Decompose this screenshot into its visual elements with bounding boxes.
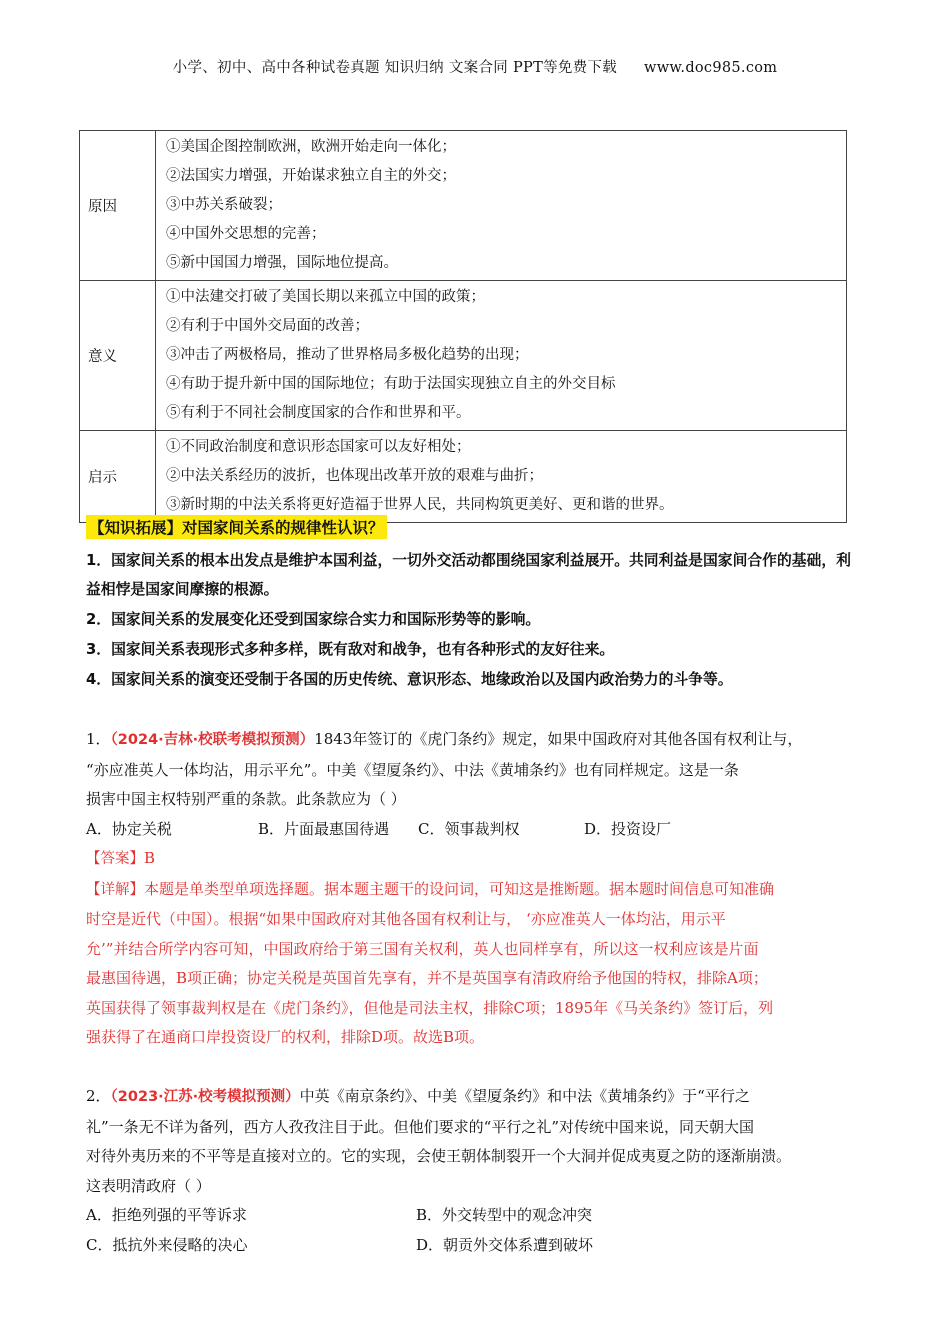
- list-item: ③新时期的中法关系将更好造福于世界人民，共同构筑更美好、更和谐的世界。: [166, 497, 674, 513]
- option-d[interactable]: D．投资设厂: [584, 819, 672, 838]
- answer-label: 【答案】: [86, 851, 144, 867]
- question-stem: 对待外夷历来的不平等是直接对立的。它的实现，会使王朝体制裂开一个大洞并促成夷夏之防的逐渐崩溃。: [86, 1147, 792, 1165]
- option-a[interactable]: A．协定关税: [86, 819, 172, 838]
- list-item: ②法国实力增强，开始谋求独立自主的外交；: [166, 168, 456, 184]
- list-item: ⑤有利于不同社会制度国家的合作和世界和平。: [166, 405, 471, 421]
- question-stem: 中英《南京条约》、中美《望厦条约》和中法《黄埔条约》于“平行之: [299, 1087, 750, 1105]
- table-row: [80, 131, 847, 281]
- list-item: ④中国外交思想的完善；: [166, 226, 326, 242]
- option-d[interactable]: D．朝贡外交体系遭到破坏: [416, 1235, 594, 1254]
- header-site-link[interactable]: www.doc985.com: [644, 60, 778, 76]
- question-stem: “亦应准英人一体均沾，用示平允”。中美《望厦条约》、中法《黄埔条约》也有同样规定。这是一条: [86, 760, 739, 779]
- extension-list: [86, 546, 856, 695]
- list-item: ③冲击了两极格局，推动了世界格局多极化趋势的出现；: [166, 347, 529, 363]
- detail-text: 强获得了在通商口岸投资设厂的权利，排除D项。故选B项。: [86, 1028, 485, 1046]
- detail-text: 允’”并结合所学内容可知，中国政府给于第三国有关权利，英人也同样享有，所以这一权利应该是片面: [86, 939, 759, 958]
- question-options: [86, 1201, 861, 1260]
- row-content: [156, 431, 847, 523]
- extension-point: 2．国家间关系的发展变化还受到国家综合实力和国际形势等的影响。: [86, 611, 541, 628]
- question-stem: 损害中国主权特别严重的条款。此条款应为（ ）: [86, 790, 406, 808]
- summary-table: [79, 130, 847, 523]
- row-content: [156, 131, 847, 281]
- question-stem: 礼”一条无不详为备列，西方人孜孜注目于此。但他们要求的“平行之礼”对传统中国来说，同天朝大国: [86, 1117, 755, 1136]
- list-item: ②中法关系经历的波折，也体现出改革开放的艰难与曲折；: [166, 468, 543, 484]
- list-item: ①中法建交打破了美国长期以来孤立中国的政策；: [166, 289, 485, 305]
- extension-point: 3．国家间关系表现形式多种多样，既有敌对和战争，也有各种形式的友好往来。: [86, 641, 615, 658]
- row-content: [156, 281, 847, 431]
- header-text: 小学、初中、高中各种试卷真题 知识归纳 文案合同 PPT等免费下载: [172, 60, 618, 76]
- question-stem: 这表明清政府（ ）: [86, 1176, 211, 1195]
- page-header: [0, 56, 950, 77]
- detail-text: 最惠国待遇，B项正确；协定关税是英国首先享有，并不是英国享有清政府给予他国的特权，排除A项；: [86, 969, 768, 987]
- list-item: ②有利于中国外交局面的改善；: [166, 318, 369, 334]
- list-item: ③中苏关系破裂；: [166, 197, 282, 213]
- question-stem: 1843年签订的《虎门条约》规定，如果中国政府对其他各国有权利让与，: [314, 730, 803, 748]
- list-item: ④有助于提升新中国的国际地位；有助于法国实现独立自主的外交目标: [166, 376, 616, 392]
- list-item: ⑤新中国国力增强，国际地位提高。: [166, 255, 398, 271]
- extension-point: 4．国家间关系的演变还受制于各国的历史传统、意识形态、地缘政治以及国内政治势力的斗争等。: [86, 671, 733, 688]
- detail-label: 【详解】: [86, 881, 144, 898]
- detail-text: 本题是单类型单项选择题。据本题主题干的设问词，可知这是推断题。据本题时间信息可知准确: [144, 879, 775, 898]
- option-c[interactable]: C．领事裁判权: [418, 819, 520, 838]
- question-number: 2．: [86, 1087, 111, 1105]
- question-2: [86, 1082, 861, 1260]
- extension-point: 1．国家间关系的根本出发点是维护本国利益，一切外交活动都围绕国家利益展开。共同利益是国家间合作的基础，利益相悖是国家间摩擦的根源。: [86, 552, 851, 598]
- table-row: [80, 431, 847, 523]
- question-source: （2024·吉林·校联考模拟预测）: [110, 732, 315, 748]
- row-label: 启示: [80, 431, 156, 523]
- option-a[interactable]: A．拒绝列强的平等诉求: [86, 1206, 247, 1224]
- extension-title: 【知识拓展】对国家间关系的规律性认识？: [86, 515, 387, 539]
- row-label: 意义: [80, 281, 156, 431]
- option-b[interactable]: B．片面最惠国待遇: [258, 819, 390, 838]
- question-options: [86, 815, 861, 845]
- option-c[interactable]: C．抵抗外来侵略的决心: [86, 1235, 248, 1254]
- option-b[interactable]: B．外交转型中的观念冲突: [416, 1206, 593, 1224]
- detail-text: 英国获得了领事裁判权是在《虎门条约》，但他是司法主权，排除C项；1895年《马关条约》签订后，列: [86, 998, 774, 1017]
- answer-value: B: [144, 849, 156, 867]
- list-item: ①美国企图控制欧洲，欧洲开始走向一体化；: [166, 139, 456, 155]
- table-row: [80, 281, 847, 431]
- row-label: 原因: [80, 131, 156, 281]
- detail-text: 时空是近代（中国）。根据“如果中国政府对其他各国有权利让与， ‘亦应准英人一体均沾，用示平: [86, 910, 726, 928]
- question-source: （2023·江苏·校考模拟预测）: [110, 1089, 300, 1105]
- list-item: ①不同政治制度和意识形态国家可以友好相处；: [166, 439, 471, 455]
- question-number: 1．: [86, 730, 111, 748]
- question-1: [86, 725, 861, 1053]
